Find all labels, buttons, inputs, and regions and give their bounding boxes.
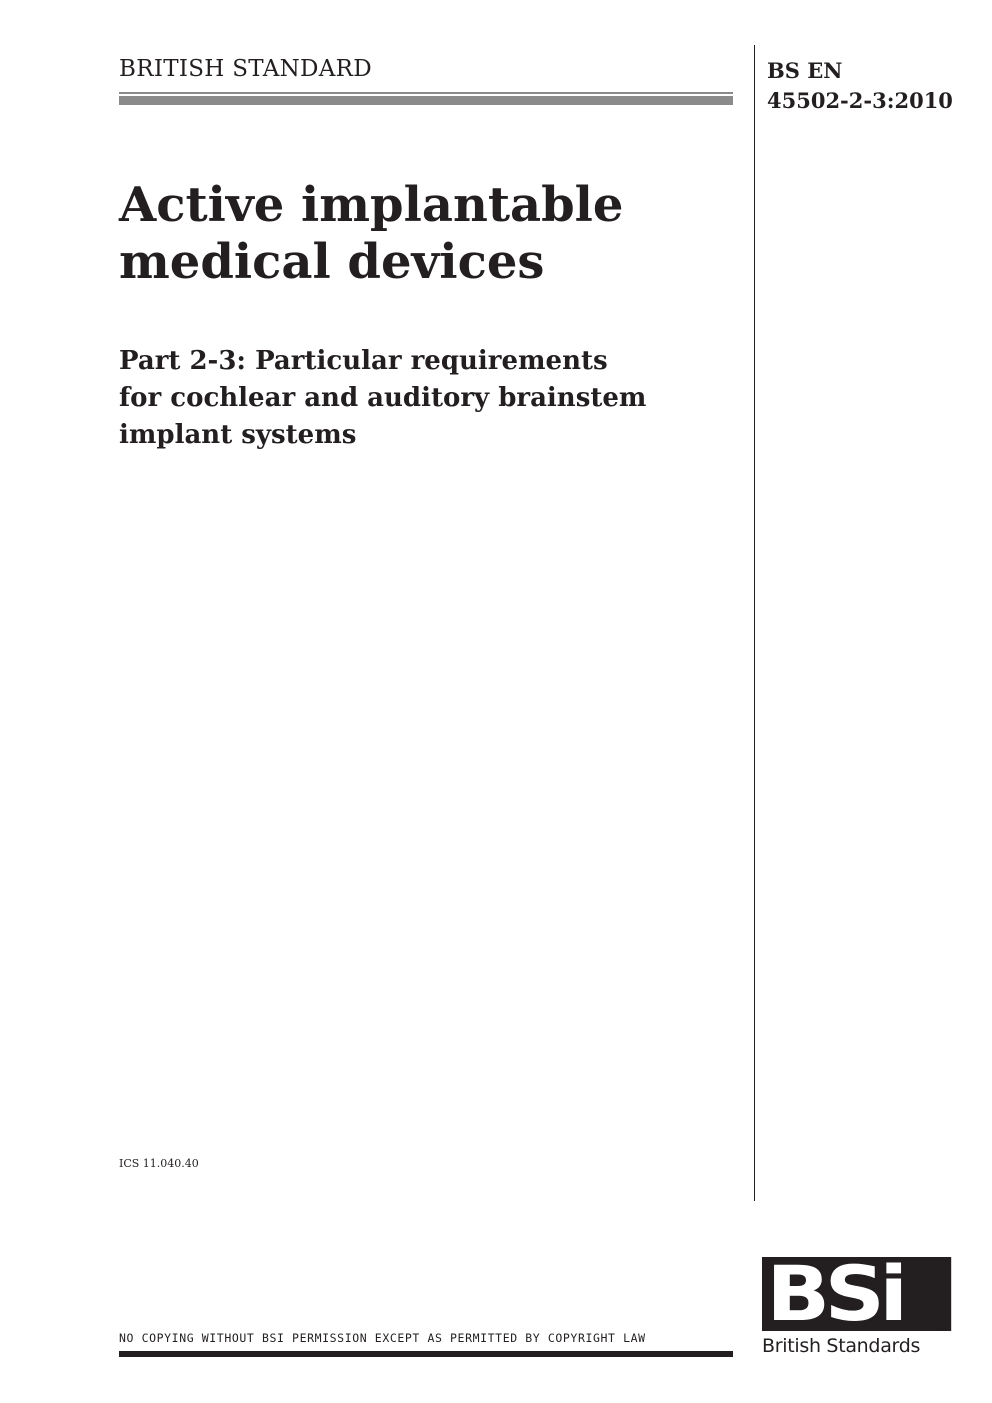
bsi-logo-name: British Standards bbox=[762, 1335, 921, 1357]
bsi-logo-mark: BSi bbox=[762, 1257, 951, 1331]
subtitle-line-1: Part 2-3: Particular requirements bbox=[119, 346, 608, 376]
bsi-logo bbox=[762, 1257, 940, 1357]
series-label: BRITISH STANDARD bbox=[119, 56, 373, 82]
document-subtitle bbox=[119, 343, 739, 454]
vertical-divider bbox=[754, 45, 755, 1201]
title-line-2: medical devices bbox=[119, 234, 545, 290]
title-line-1: Active implantable bbox=[119, 177, 624, 233]
standard-designation bbox=[767, 56, 953, 116]
copyright-notice: NO COPYING WITHOUT BSI PERMISSION EXCEPT AS PERMITTED BY COPYRIGHT LAW bbox=[119, 1331, 646, 1345]
designation-line-2: 45502-2-3:2010 bbox=[767, 88, 953, 113]
ics-code: ICS 11.040.40 bbox=[119, 1157, 199, 1170]
designation-line-1: BS EN bbox=[767, 58, 843, 83]
subtitle-line-3: implant systems bbox=[119, 420, 357, 450]
header-rule bbox=[119, 92, 733, 105]
document-title bbox=[119, 177, 739, 291]
subtitle-line-2: for cochlear and auditory brainstem bbox=[119, 383, 647, 413]
footer-rule bbox=[119, 1351, 733, 1357]
registered-mark: ® bbox=[932, 1323, 940, 1332]
